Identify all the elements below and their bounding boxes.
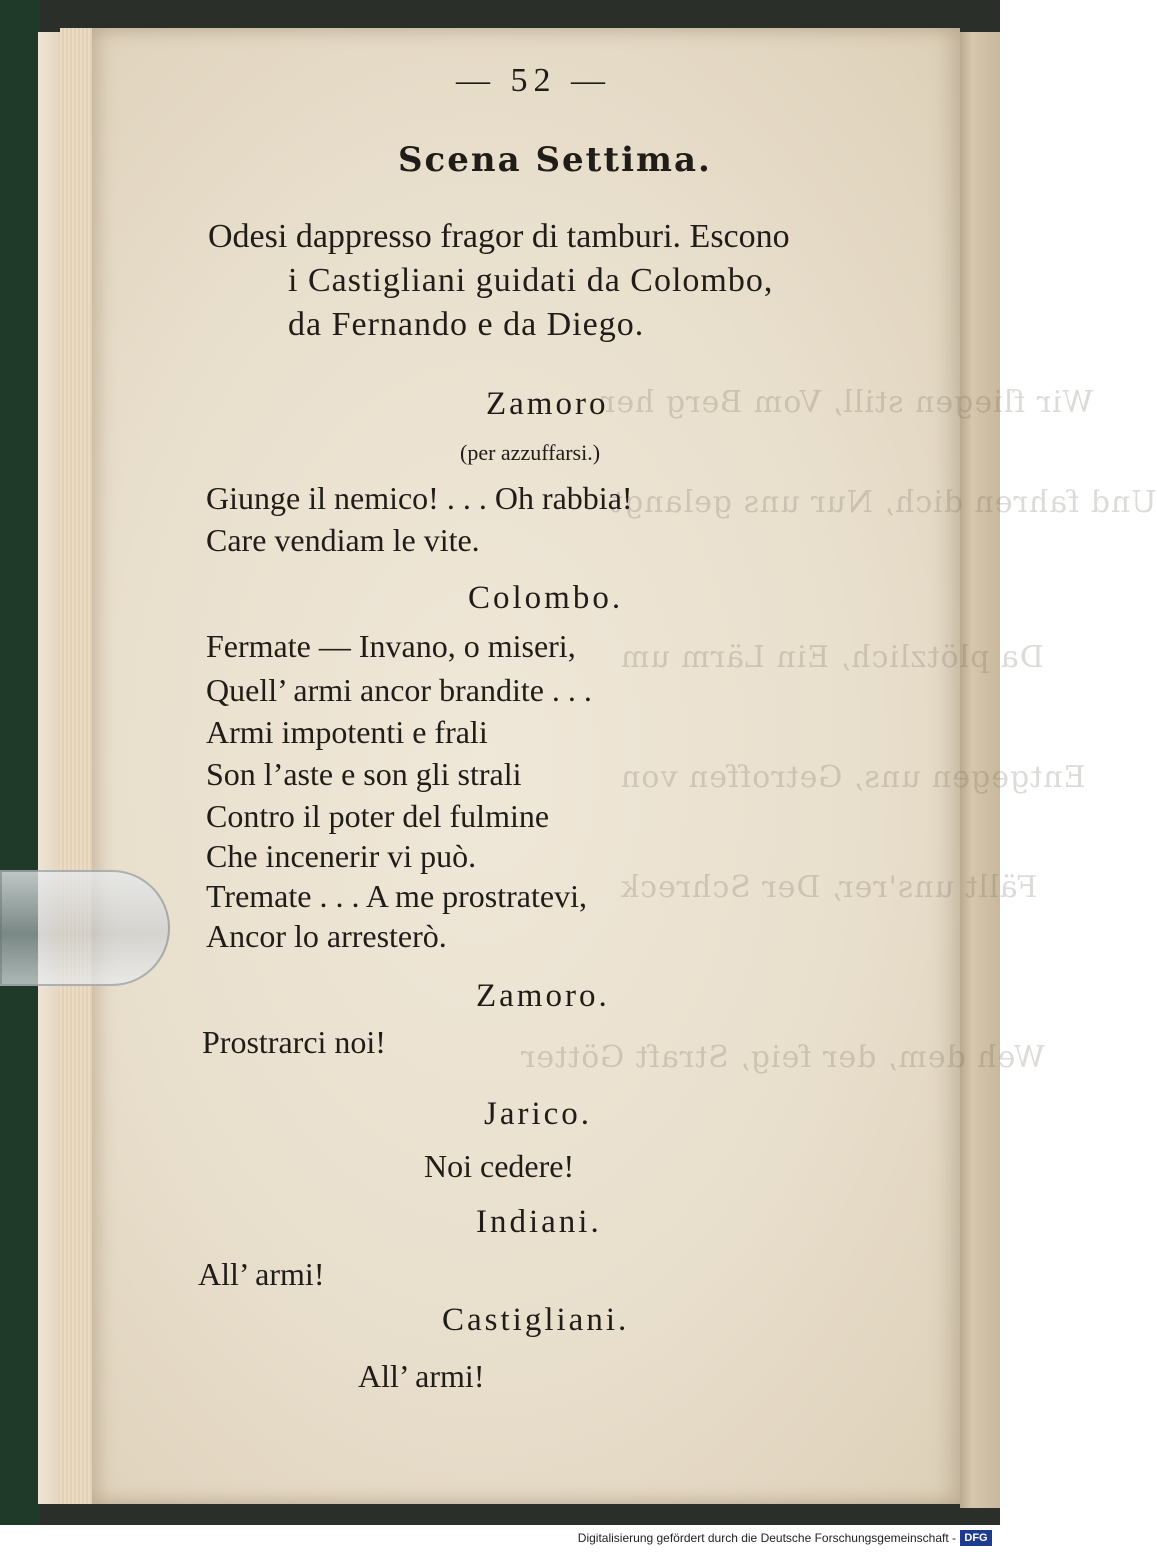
speaker-name: Jarico. bbox=[484, 1096, 593, 1132]
page-stack bbox=[60, 28, 96, 1504]
verse-line: Care vendiam le vite. bbox=[206, 522, 480, 558]
scan-left-border bbox=[0, 0, 40, 1525]
speaker-name: Colombo. bbox=[468, 580, 624, 616]
digitization-credit: Digitalisierung gefördert durch die Deutsche Forschungsgemeinschaft - bbox=[577, 1531, 956, 1545]
footer-bar bbox=[0, 1525, 1000, 1552]
page-number: — 52 — bbox=[456, 62, 611, 99]
show-through-texture: Da plötzlich, Ein Lärm um bbox=[620, 640, 1044, 675]
verse-line: Contro il poter del fulmine bbox=[206, 798, 550, 834]
glass-page-weight bbox=[0, 870, 170, 986]
verse-line: All’ armi! bbox=[198, 1256, 325, 1292]
show-through-texture: Weh dem, der feig, Straft Götter bbox=[520, 1040, 1045, 1075]
verse-line: Che incenerir vi può. bbox=[206, 838, 477, 874]
verse-line: Giunge il nemico! . . . Oh rabbia! bbox=[206, 480, 633, 516]
dfg-logo-icon: DFG bbox=[960, 1530, 992, 1546]
show-through-texture: Entgegen uns, Getroffen von bbox=[620, 760, 1086, 795]
verse-line: All’ armi! bbox=[358, 1358, 485, 1394]
show-through-texture: Wir fliegen still, Vom Berg her bbox=[600, 385, 1094, 420]
verse-line: Fermate — Invano, o miseri, bbox=[206, 628, 576, 664]
verse-line: Ancor lo arresterò. bbox=[206, 918, 447, 954]
show-through-texture: Fällt uns'rer, Der Schreck bbox=[620, 870, 1038, 905]
speaker-name: Zamoro bbox=[486, 386, 609, 422]
verse-line: Prostrarci noi! bbox=[202, 1024, 386, 1060]
stage-direction-line: da Fernando e da Diego. bbox=[288, 306, 645, 343]
verse-line: Armi impotenti e frali bbox=[206, 714, 488, 750]
speaker-name: Castigliani. bbox=[442, 1302, 630, 1338]
stage-direction: (per azzuffarsi.) bbox=[460, 440, 601, 465]
verse-line: Son l’aste e son gli strali bbox=[206, 756, 522, 792]
speaker-name: Zamoro. bbox=[476, 978, 610, 1014]
verse-line: Noi cedere! bbox=[424, 1148, 575, 1184]
verse-line: Quell’ armi ancor brandite . . . bbox=[206, 672, 592, 708]
stage-direction-line: Odesi dappresso fragor di tamburi. Escono bbox=[208, 218, 790, 255]
speaker-name: Indiani. bbox=[476, 1204, 602, 1240]
show-through-texture: Und fahren dich, Nur uns gelangt bbox=[610, 485, 1157, 520]
stage-direction-line: i Castigliani guidati da Colombo, bbox=[288, 262, 774, 299]
scene-title: Scena Settima. bbox=[398, 140, 712, 180]
verse-line: Tremate . . . A me prostratevi, bbox=[206, 878, 587, 914]
